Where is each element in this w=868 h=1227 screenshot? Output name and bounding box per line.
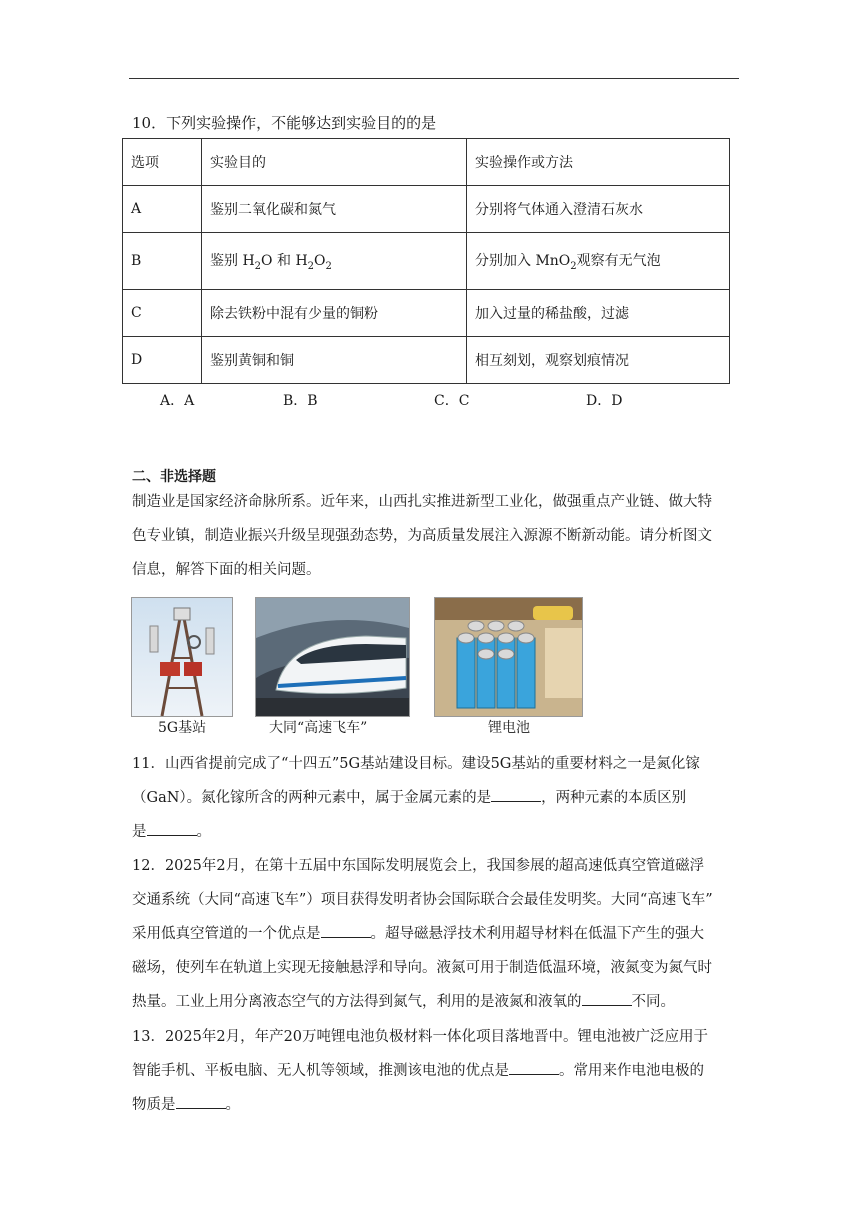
answer-blank[interactable] — [176, 1094, 226, 1109]
q12-line-2: 交通系统（大同“高速飞车”）项目获得发明者协会国际联合会最佳发明奖。大同“高速飞车” — [132, 892, 713, 908]
q13-line-3: 物质是 。 — [132, 1088, 744, 1122]
row-method: 加入过量的稀盐酸，过滤 — [467, 290, 730, 337]
header-goal: 实验目的 — [202, 139, 467, 186]
intro-line-2: 色专业镇，制造业振兴升级呈现强劲态势，为高质量发展注入源源不断新动能。请分析图文 — [132, 528, 712, 544]
row-goal: 鉴别黄铜和铜 — [202, 337, 467, 384]
choice-b[interactable]: B．B — [283, 393, 318, 409]
header-method: 实验操作或方法 — [467, 139, 730, 186]
q13-line-1: 13．2025年2月，年产20万吨锂电池负极材料一体化项目落地晋中。锂电池被广泛应用于 — [132, 1029, 709, 1045]
q13-line-2: 智能手机、平板电脑、无人机等领域，推测该电池的优点是 。常用来作电池电极的 — [132, 1054, 744, 1088]
header-option: 选项 — [123, 139, 202, 186]
maglev-train-photo — [255, 597, 410, 717]
table-header-row — [123, 139, 730, 186]
choice-d[interactable]: D．D — [586, 393, 623, 409]
5g-tower-photo — [131, 597, 233, 717]
q11-line-2: （GaN）。氮化镓所含的两种元素中，属于金属元素的是 ，两种元素的本质区别 — [132, 781, 744, 815]
q12-line-5: 热量。工业上用分离液态空气的方法得到氮气，利用的是液氮和液氧的 不同。 — [132, 985, 744, 1019]
answer-blank[interactable] — [491, 787, 541, 802]
row-option: C — [123, 290, 202, 337]
answer-blank[interactable] — [321, 923, 371, 938]
row-goal: 除去铁粉中混有少量的铜粉 — [202, 290, 467, 337]
row-option: A — [123, 186, 202, 233]
header-rule — [129, 78, 739, 79]
lithium-battery-photo — [434, 597, 583, 717]
table-row — [123, 233, 730, 290]
choice-c[interactable]: C．C — [434, 393, 470, 409]
options-table — [122, 138, 730, 384]
intro-line-3: 信息，解答下面的相关问题。 — [132, 562, 321, 578]
table-row — [123, 337, 730, 384]
row-method: 分别将气体通入澄清石灰水 — [467, 186, 730, 233]
answer-blank[interactable] — [582, 991, 632, 1006]
row-option: B — [123, 233, 202, 290]
q12-line-1: 12．2025年2月，在第十五届中东国际发明展览会上，我国参展的超高速低真空管道磁浮 — [132, 858, 705, 874]
question-10-title: 10．下列实验操作，不能够达到实验目的的是 — [132, 114, 437, 132]
row-goal: 鉴别 $H_2O$ 和 $H_2O_2$ — [202, 233, 467, 290]
q12-line-4: 磁场，使列车在轨道上实现无接触悬浮和导向。液氮可用于制造低温环境，液氮变为氮气时 — [132, 960, 712, 976]
q12-line-3: 采用低真空管道的一个优点是 。超导磁悬浮技术利用超导材料在低温下产生的强大 — [132, 917, 744, 951]
q11-line-3: 是 。 — [132, 815, 744, 849]
choice-a[interactable]: A．A — [160, 393, 195, 409]
table-row — [123, 186, 730, 233]
answer-blank[interactable] — [147, 821, 197, 836]
row-method: 相互刻划，观察划痕情况 — [467, 337, 730, 384]
section-title: 二、非选择题 — [132, 469, 216, 485]
q11-line-1: 11．山西省提前完成了“十四五”5G基站建设目标。建设5G基站的重要材料之一是氮化镓 — [132, 756, 700, 772]
caption-maglev: 大同“高速飞车” — [269, 720, 368, 736]
caption-battery: 锂电池 — [488, 720, 530, 736]
caption-5g-tower: 5G基站 — [158, 720, 207, 736]
row-goal: 鉴别二氧化碳和氮气 — [202, 186, 467, 233]
row-option: D — [123, 337, 202, 384]
intro-line-1: 制造业是国家经济命脉所系。近年来，山西扎实推进新型工业化，做强重点产业链、做大特 — [132, 494, 712, 510]
answer-blank[interactable] — [509, 1060, 559, 1075]
table-row — [123, 290, 730, 337]
row-method: 分别加入 MnO$_2$观察有无气泡 — [467, 233, 730, 290]
